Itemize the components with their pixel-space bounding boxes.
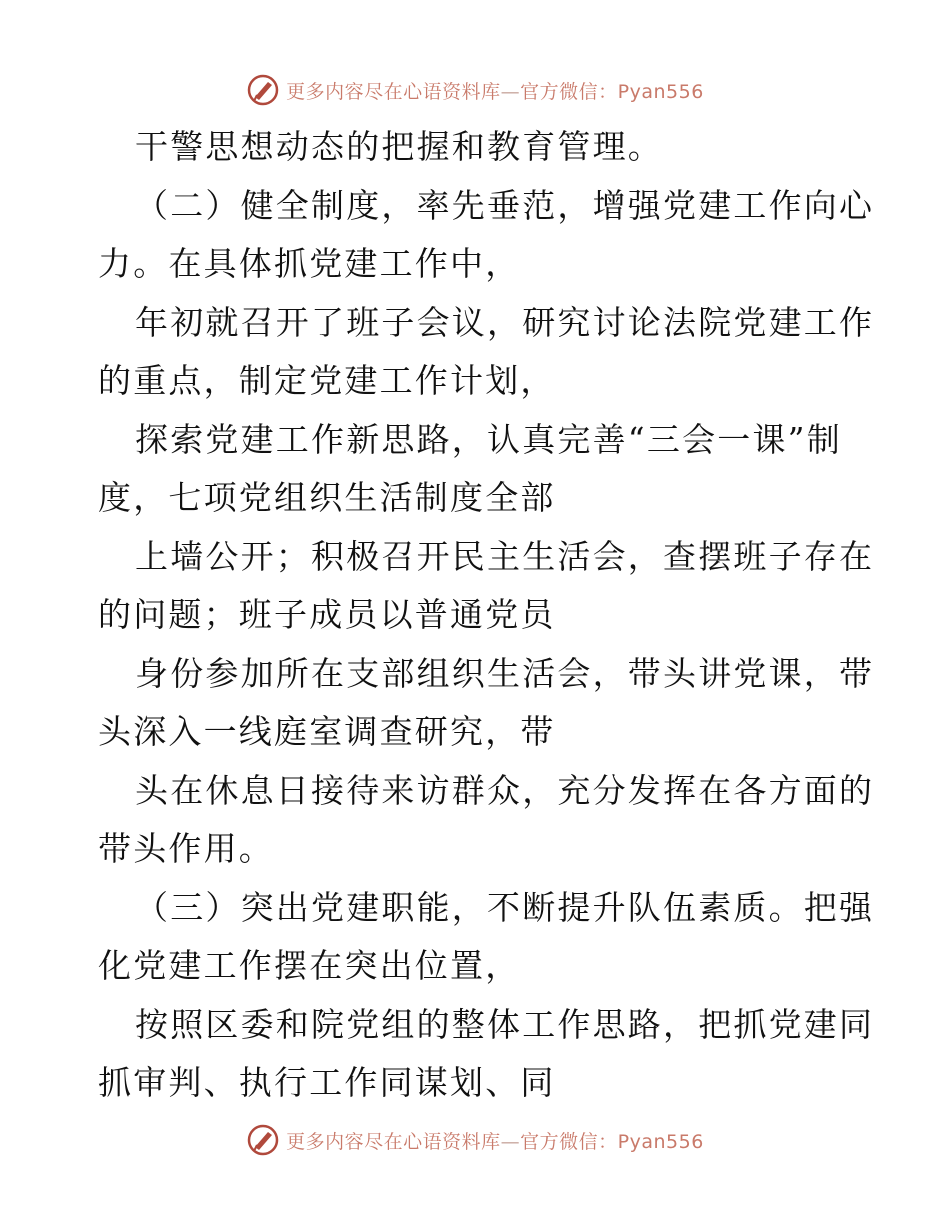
body-text-line: 力。在具体抓党建工作中， — [98, 244, 521, 283]
body-text-line: 抓审判、执行工作同谋划、同 — [98, 1063, 556, 1102]
body-text-line: 的问题；班子成员以普通党员 — [98, 595, 556, 634]
body-text-line: 头在休息日接待来访群众，充分发挥在各方面的 — [135, 770, 875, 810]
quill-pen-logo-icon — [246, 73, 280, 107]
body-text-line: 度，七项党组织生活制度全部 — [98, 478, 556, 517]
body-text-line: 按照区委和院党组的整体工作思路，把抓党建同 — [135, 1004, 875, 1044]
watermark-main-text: 更多内容尽在心语资料库 — [286, 80, 501, 103]
watermark-separator: — — [500, 80, 521, 103]
body-text-line: 头深入一线庭室调查研究，带 — [98, 712, 556, 751]
body-text-line: 的重点，制定党建工作计划， — [98, 361, 556, 400]
watermark-main-text: 更多内容尽在心语资料库 — [286, 1130, 501, 1153]
header-watermark — [0, 70, 950, 110]
document-body — [98, 118, 875, 1113]
watermark-wechat-text: 官方微信：Pyan556 — [520, 1130, 704, 1153]
watermark-separator: — — [500, 1130, 521, 1153]
body-text-line: 化党建工作摆在突出位置， — [98, 946, 521, 985]
watermark-wechat-text: 官方微信：Pyan556 — [520, 80, 704, 103]
body-text-line: 年初就召开了班子会议，研究讨论法院党建工作 — [135, 302, 875, 342]
body-text-line: 干警思想动态的把握和教育管理。 — [135, 127, 663, 166]
quill-pen-logo-icon — [246, 1123, 280, 1157]
footer-watermark — [0, 1120, 950, 1160]
body-text-line: 探索党建工作新思路，认真完善“三会一课”制 — [135, 419, 842, 459]
body-text-line: 身份参加所在支部组织生活会，带头讲党课，带 — [135, 653, 875, 693]
body-text-line: 带头作用。 — [98, 829, 274, 868]
body-text-line: （二）健全制度，率先垂范，增强党建工作向心 — [135, 185, 875, 225]
body-text-line: 上墙公开；积极召开民主生活会，查摆班子存在 — [135, 536, 875, 576]
body-text-line: （三）突出党建职能，不断提升队伍素质。把强 — [135, 887, 875, 927]
